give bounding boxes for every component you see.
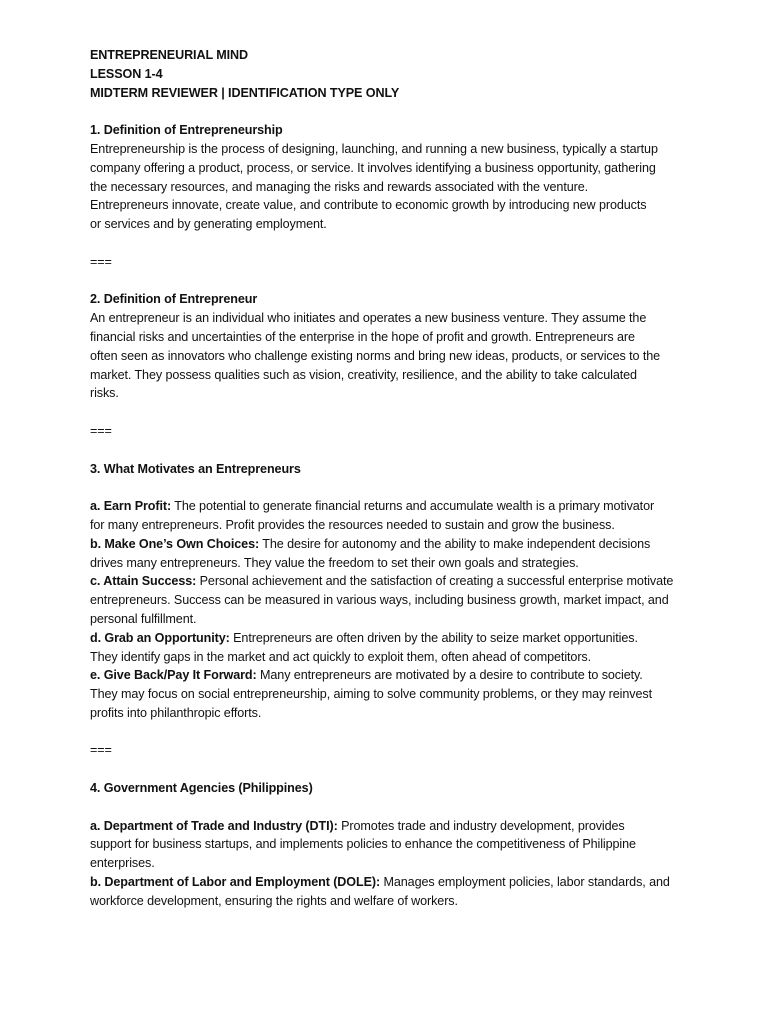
paragraph-line: or services and by generating employment. — [90, 217, 327, 232]
list-item — [90, 535, 690, 573]
paragraph-line: the necessary resources, and managing the risks and rewards associated with the venture. — [90, 179, 589, 194]
item-text: support for business startups, and implements policies to enhance the competitiveness of Philippine — [90, 837, 636, 852]
spacer — [90, 798, 690, 817]
item-text: for many entrepreneurs. Profit provides the resources needed to sustain and grow the business. — [90, 517, 615, 532]
list-item — [90, 666, 690, 722]
item-text: enterprises. — [90, 856, 155, 871]
item-label: b. Department of Labor and Employment (DOLE): — [90, 875, 381, 890]
list-item — [90, 497, 690, 535]
paragraph-line: market. They possess qualities such as vision, creativity, resilience, and the ability to take calculated — [90, 367, 637, 382]
lesson-label: LESSON 1-4 — [90, 66, 163, 81]
section-title: 3. What Motivates an Entrepreneurs — [90, 461, 301, 476]
spacer — [90, 441, 690, 460]
section-title: 4. Government Agencies (Philippines) — [90, 781, 313, 796]
item-text: Personal achievement and the satisfaction of creating a successful enterprise motivate — [196, 574, 674, 589]
section-definition-entrepreneurship — [90, 121, 690, 234]
item-text: They may focus on social entrepreneurship, aiming to solve community problems, or they may reinvest — [90, 687, 652, 702]
item-text: They identify gaps in the market and act quickly to exploit them, often ahead of competitors. — [90, 649, 592, 664]
section-separator: === — [90, 423, 112, 438]
item-text: personal fulfillment. — [90, 611, 197, 626]
item-label: c. Attain Success: — [90, 574, 197, 589]
spacer — [90, 102, 690, 121]
section-definition-entrepreneur — [90, 290, 690, 403]
document-page — [90, 46, 690, 911]
item-text: Many entrepreneurs are motivated by a desire to contribute to society. — [256, 668, 643, 683]
spacer — [90, 234, 690, 253]
spacer — [90, 723, 690, 742]
paragraph-line: An entrepreneur is an individual who initiates and operates a new business venture. They assume the — [90, 311, 647, 326]
section-title: 2. Definition of Entrepreneur — [90, 292, 258, 307]
paragraph-line: Entrepreneurs innovate, create value, and contribute to economic growth by introducing new products — [90, 198, 647, 213]
item-text: Manages employment policies, labor standards, and — [380, 875, 670, 890]
paragraph-line: often seen as innovators who challenge existing norms and bring new ideas, products, or services to the — [90, 348, 661, 363]
item-text: Promotes trade and industry development, provides — [337, 818, 625, 833]
item-text: profits into philanthropic efforts. — [90, 705, 262, 720]
spacer — [90, 272, 690, 291]
item-text: drives many entrepreneurs. They value the freedom to set their own goals and strategies. — [90, 555, 579, 570]
list-item — [90, 629, 690, 667]
item-text: The desire for autonomy and the ability to make independent decisions — [259, 536, 651, 551]
item-label: e. Give Back/Pay It Forward: — [90, 668, 257, 683]
list-item — [90, 873, 690, 911]
section-government-agencies — [90, 779, 690, 911]
spacer — [90, 403, 690, 422]
item-text: The potential to generate financial returns and accumulate wealth is a primary motivator — [171, 499, 655, 514]
paragraph-line: risks. — [90, 386, 119, 401]
item-label: d. Grab an Opportunity: — [90, 630, 230, 645]
list-item — [90, 572, 690, 628]
list-item — [90, 817, 690, 873]
course-title: ENTREPRENEURIAL MIND — [90, 48, 248, 62]
item-label: a. Earn Profit: — [90, 499, 172, 514]
item-label: a. Department of Trade and Industry (DTI): — [90, 818, 338, 833]
spacer — [90, 760, 690, 779]
document-header — [90, 46, 690, 102]
item-label: b. Make One’s Own Choices: — [90, 536, 260, 551]
section-separator: === — [90, 254, 112, 269]
reviewer-label: MIDTERM REVIEWER | IDENTIFICATION TYPE ONLY — [90, 85, 400, 100]
paragraph-line: Entrepreneurship is the process of designing, launching, and running a new business, typically a startup — [90, 141, 658, 156]
item-text: entrepreneurs. Success can be measured in various ways, including business growth, market impact, and — [90, 593, 669, 608]
spacer — [90, 478, 690, 497]
section-title: 1. Definition of Entrepreneurship — [90, 123, 283, 138]
item-text: Entrepreneurs are often driven by the ability to seize market opportunities. — [229, 630, 638, 645]
paragraph-line: financial risks and uncertainties of the enterprise in the hope of profit and growth. Entrepreneurs are — [90, 329, 635, 344]
section-separator: === — [90, 743, 112, 758]
section-motivations — [90, 460, 690, 723]
paragraph-line: company offering a product, process, or service. It involves identifying a business opportunity, gathering — [90, 160, 656, 175]
item-text: workforce development, ensuring the rights and welfare of workers. — [90, 893, 458, 908]
